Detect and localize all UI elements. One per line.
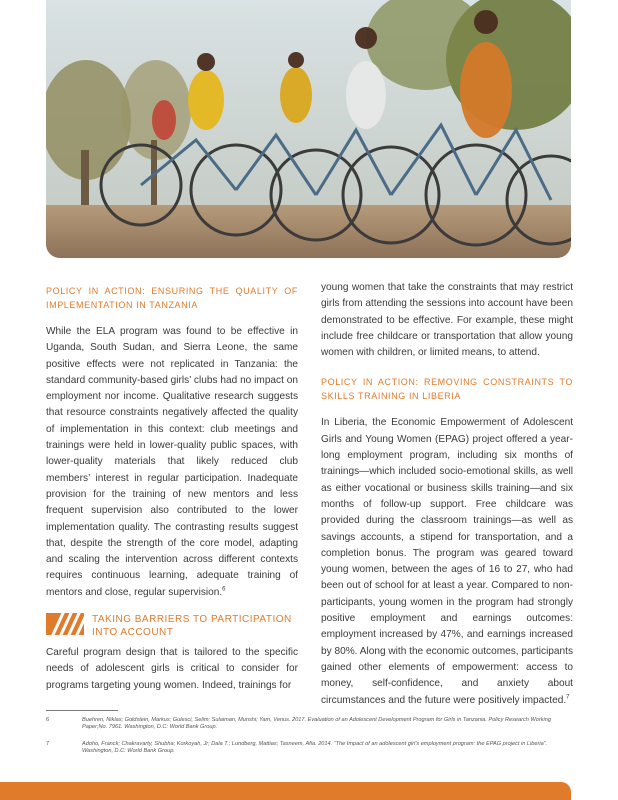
left-column [46, 280, 298, 694]
footnote-divider [46, 710, 118, 711]
paragraph-tanzania [46, 324, 298, 601]
section-heading-tanzania: POLICY IN ACTION: ENSURING THE QUALITY OF IMPLEMENTATION IN TANZANIA [46, 286, 298, 310]
footnote-7 [46, 741, 571, 755]
continuation-paragraph: young women that take the constraints that may restrict girls from attending the sessions into account have been demonstrated to be effective. For example, these might include free childcare or transportation that allow young women with children, or limited means, to attend. [321, 282, 573, 359]
footnote-6 [46, 717, 571, 731]
stripes-icon [46, 613, 84, 635]
paragraph-tanzania-text: While the ELA program was found to be effective in Uganda, South Sudan, and Sierra Leone, the same positive effects were not replicated in Tanzania: the standard community-based girls’ clubs had no impact on employment nor income. Qualitative research suggests that resource constraints negatively affected the quality of implementation in this context: club meetings and trainings were held in lower-quality public spaces, with lower-quality materials that likely reduced club members’ interest in regular participation. Inadequate provision for the training of new mentors and less frequent supervision also contributed to the lower implementation quality. The contrasting results suggest that, despite the strength of the core model, adapting and scaling the intervention across different contexts requires continuous learning, adequate training of mentors and close, regular supervision. [46, 326, 298, 598]
callout-heading [46, 613, 298, 639]
right-column [321, 280, 573, 709]
footnote-ref-6[interactable]: 6 [222, 586, 226, 593]
callout-paragraph: Careful program design that is tailored to the specific needs of adolescent girls is critical to consider for programs targeting young women. Indeed, trainings for [46, 647, 298, 691]
header-photo [46, 0, 571, 258]
callout-title-line2: INTO ACCOUNT [92, 627, 174, 639]
bottom-accent-bar [0, 782, 571, 800]
footnote-number: 7 [46, 741, 50, 747]
footnote-text: Buehren, Niklas; Goldstein, Markus; Gulesci, Selim; Sulaiman, Munshi; Yam, Venus. 2017. Evaluation of an Adolescent Development Program for Girls in Tanzania. Policy Research Working Paper;No. 7961. Washington, D.C: World Bank Group. [82, 717, 551, 731]
section-heading-liberia: POLICY IN ACTION: REMOVING CONSTRAINTS TO SKILLS TRAINING IN LIBERIA [321, 377, 573, 402]
bicycles-illustration [46, 0, 571, 258]
footnote-number: 6 [46, 717, 50, 723]
paragraph-liberia [321, 415, 573, 708]
paragraph-liberia-text: In Liberia, the Economic Empowerment of Adolescent Girls and Young Women (EPAG) project offered a year-long employment program, including six months of trainings—which included socio-emotional skills, as well as either vocational or business skills training—and six months of follow-up support. Free childcare was provided during the classroom trainings—as well as savings accounts, a stipend for transportation, and a completion bonus. The program was geared toward young women, between the ages of 16 to 27, who had been out of school for at least a year. Compared to non-participants, young women in the program had strongly positive employment and earnings outcomes: employment increased by 47%, and earnings increased by 80%. Along with the economic outcomes, participants gained other elements of empowerment: access to money, self-confidence, and anxiety about circumstances and the future were positively impacted. [321, 417, 573, 706]
footnote-ref-7[interactable]: 7 [566, 694, 570, 701]
footnote-text: Adoho, Franck; Chakravarty, Shubha; Korkoyah, Jr; Dala T.; Lundberg, Mattias; Tasneem, Afia. 2014. “The Impact of an adolescent girl’s employment program: the EPAG project in Liberia”. Washington, D.C: World Bank Group. [82, 741, 548, 755]
callout-title-line1: TAKING BARRIERS TO PARTICIPATION [92, 614, 292, 626]
